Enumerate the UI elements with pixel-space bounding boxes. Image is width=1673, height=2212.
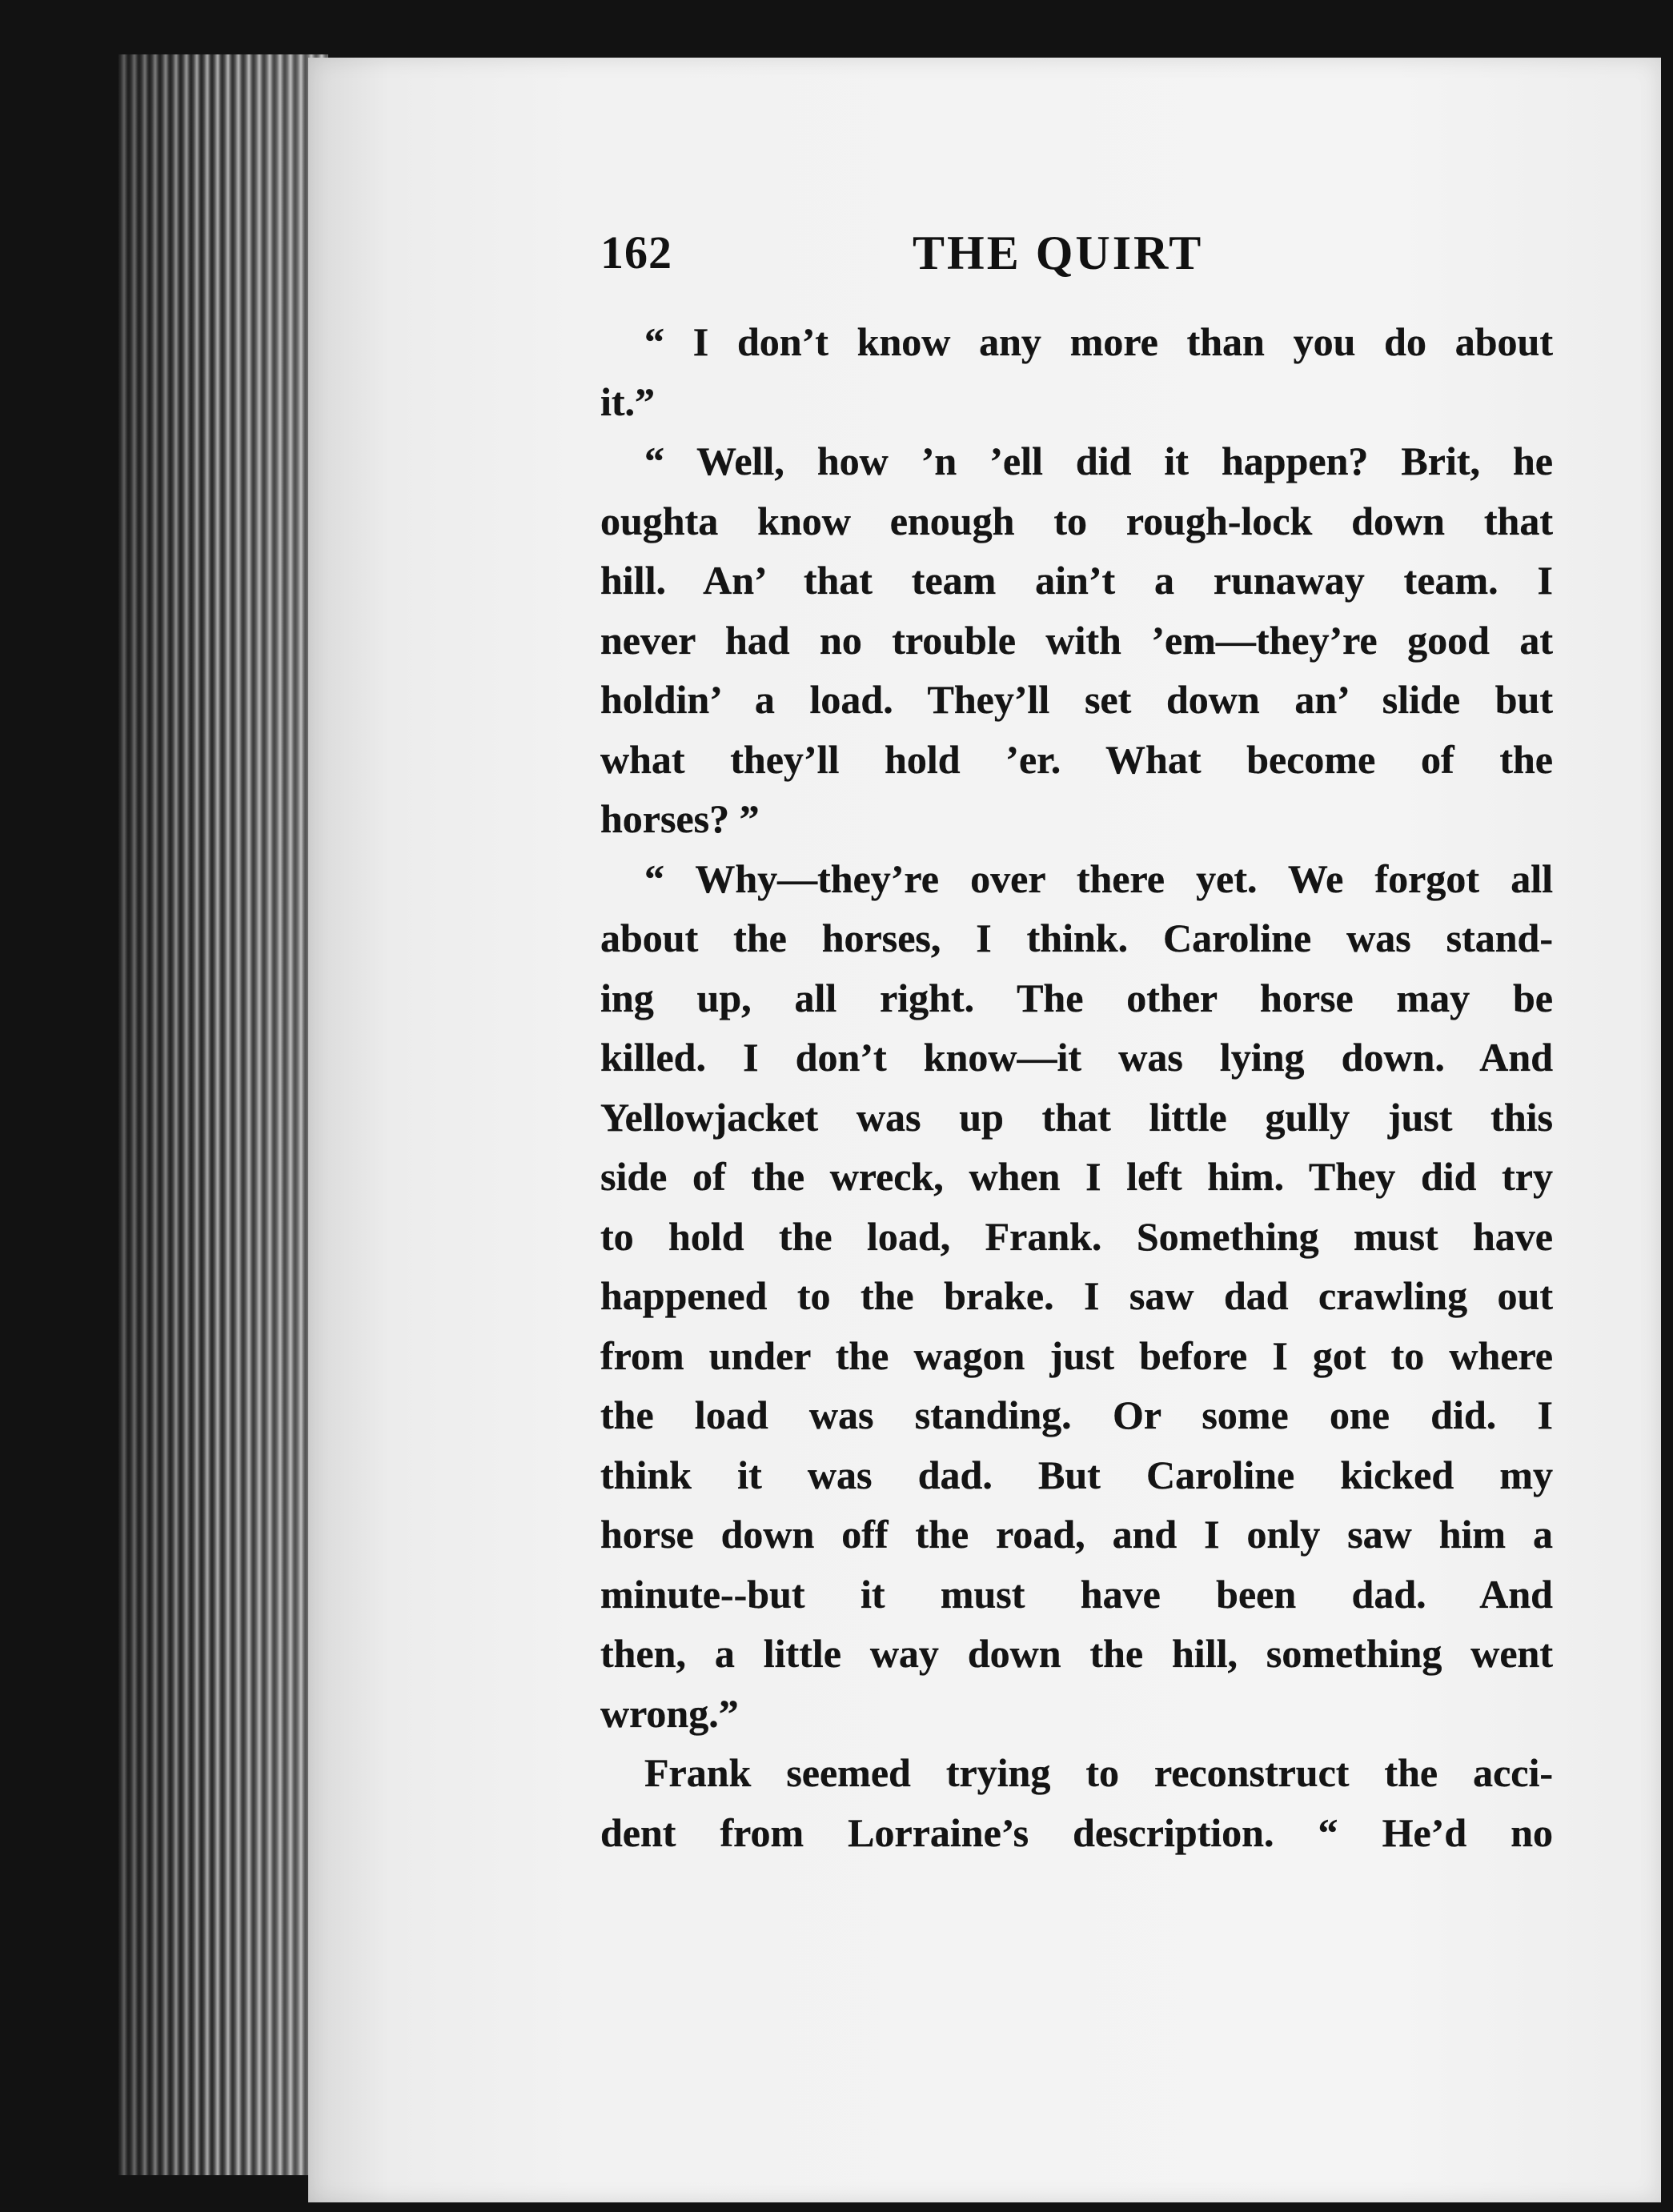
text-line: oughta know enough to rough-lock down that (600, 498, 1553, 543)
page-header (600, 226, 1561, 290)
text-line: “ Well, how ’n ’ell did it happen? Brit, he (644, 439, 1553, 483)
text-line: horses? ” (600, 796, 760, 841)
text-line: hill. An’ that team ain’t a runaway team. I (600, 558, 1553, 603)
text-line: ing up, all right. The other horse may be (600, 975, 1553, 1020)
book-page-edges-shading (118, 54, 328, 2175)
text-line: holdin’ a load. They’ll set down an’ slide but (600, 677, 1553, 722)
text-line: side of the wreck, when I left him. They did try (600, 1154, 1553, 1199)
text-line: minute--but it must have been dad. And (600, 1571, 1553, 1617)
text-line: from under the wagon just before I got to where (600, 1332, 1553, 1378)
text-line: “ I don’t know any more than you do about (644, 319, 1553, 364)
text-line: killed. I don’t know—it was lying down. And (600, 1035, 1553, 1080)
text-line: think it was dad. But Caroline kicked my (600, 1452, 1553, 1497)
text-line: dent from Lorraine’s description. “ He’d no (600, 1809, 1553, 1855)
text-line: about the horses, I think. Caroline was stand- (600, 916, 1553, 960)
text-line: Frank seemed trying to reconstruct the acci- (644, 1750, 1553, 1795)
text-line: horse down off the road, and I only saw him a (600, 1512, 1553, 1557)
text-line: happened to the brake. I saw dad crawling out (600, 1273, 1553, 1318)
text-line: Yellowjacket was up that little gully just this (600, 1094, 1553, 1140)
text-line: the load was standing. Or some one did. I (600, 1393, 1553, 1437)
body-text (600, 312, 1553, 1862)
page-number: 162 (600, 226, 672, 279)
text-line: what they’ll hold ’er. What become of the (600, 736, 1553, 782)
running-head: THE QUIRT (913, 226, 1204, 279)
text-line: never had no trouble with ’em—they’re good at (600, 617, 1553, 663)
text-line: “ Why—they’re over there yet. We forgot all (644, 856, 1553, 901)
text-line: then, a little way down the hill, something went (600, 1631, 1553, 1676)
text-line: it.” (600, 379, 656, 424)
text-line: to hold the load, Frank. Something must have (600, 1213, 1553, 1259)
text-line: wrong.” (600, 1690, 739, 1736)
